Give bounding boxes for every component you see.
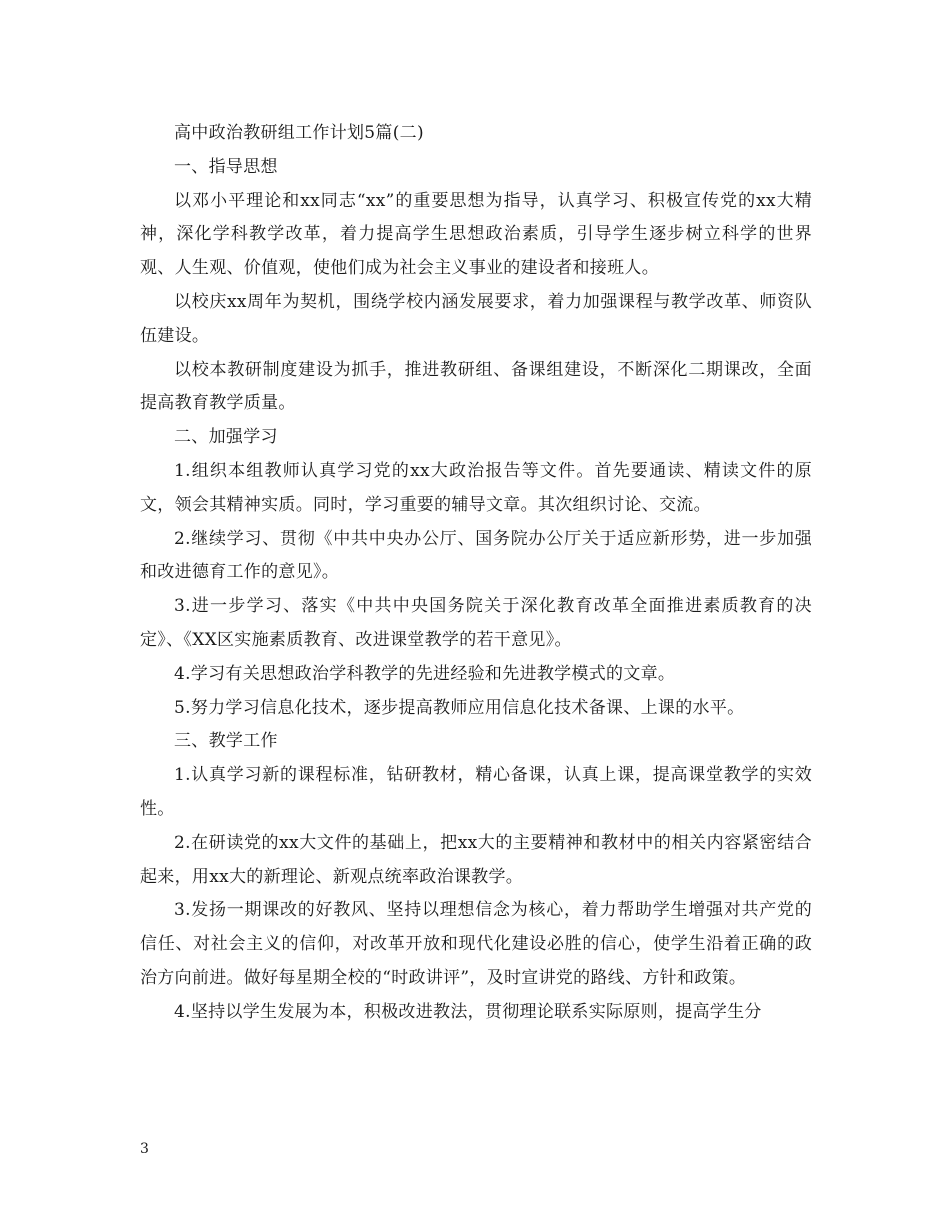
section-heading-teaching-work: 三、教学工作 (174, 731, 278, 752)
list-item: 4.学习有关思想政治学科教学的先进经验和先进教学模式的文章。 (174, 663, 676, 684)
document-title: 高中政治教研组工作计划5篇(二) (174, 123, 424, 143)
section-heading-guiding-ideology: 一、指导思想 (174, 156, 278, 177)
paragraph: 以校本教研制度建设为抓手，推进教研组、备课组建设，不断深化二期课改，全面提高教育教学质量。 (140, 359, 812, 414)
paragraph: 以校庆xx周年为契机，围绕学校内涵发展要求，着力加强课程与教学改革、师资队伍建设。 (140, 291, 812, 346)
list-item: 5.努力学习信息化技术，逐步提高教师应用信息化技术备课、上课的水平。 (174, 697, 745, 718)
list-item: 4.坚持以学生发展为本，积极改进教法，贯彻理论联系实际原则，提高学生分 (174, 1001, 762, 1022)
section-heading-strengthen-learning: 二、加强学习 (174, 427, 278, 448)
paragraph: 以邓小平理论和xx同志“xx”的重要思想为指导，认真学习、积极宣传党的xx大精神，深化学科教学改革，着力提高学生思想政治素质，引导学生逐步树立科学的世界观、人生观、价值观，使他们成为社会主义事业的建设者和接班人。 (140, 190, 812, 279)
list-item: 1.认真学习新的课程标准，钻研教材，精心备课，认真上课，提高课堂教学的实效性。 (140, 765, 812, 819)
list-item: 2.继续学习、贯彻《中共中央办公厅、国务院办公厅关于适应新形势，进一步加强和改进德育工作的意见》。 (140, 528, 812, 583)
document-body (140, 117, 812, 1030)
list-item: 3.发扬一期课改的好教风、坚持以理想信念为核心，着力帮助学生增强对共产党的信任、对社会主义的信仰，对改革开放和现代化建设必胜的信心，使学生沿着正确的政治方向前进。做好每星期全校的“时政讲评”，及时宣讲党的路线、方针和政策。 (140, 900, 812, 988)
list-item: 3.进一步学习、落实《中共中央国务院关于深化教育改革全面推进素质教育的决定》、《XX区实施素质教育、改进课堂教学的若干意见》。 (140, 596, 812, 650)
list-item: 2.在研读党的xx大文件的基础上，把xx大的主要精神和教材中的相关内容紧密结合起来，用xx大的新理论、新观点统率政治课教学。 (140, 832, 812, 887)
list-item: 1.组织本组教师认真学习党的xx大政治报告等文件。首先要通读、精读文件的原文，领会其精神实质。同时，学习重要的辅导文章。其次组织讨论、交流。 (140, 460, 812, 515)
page-number: 3 (140, 1141, 149, 1157)
